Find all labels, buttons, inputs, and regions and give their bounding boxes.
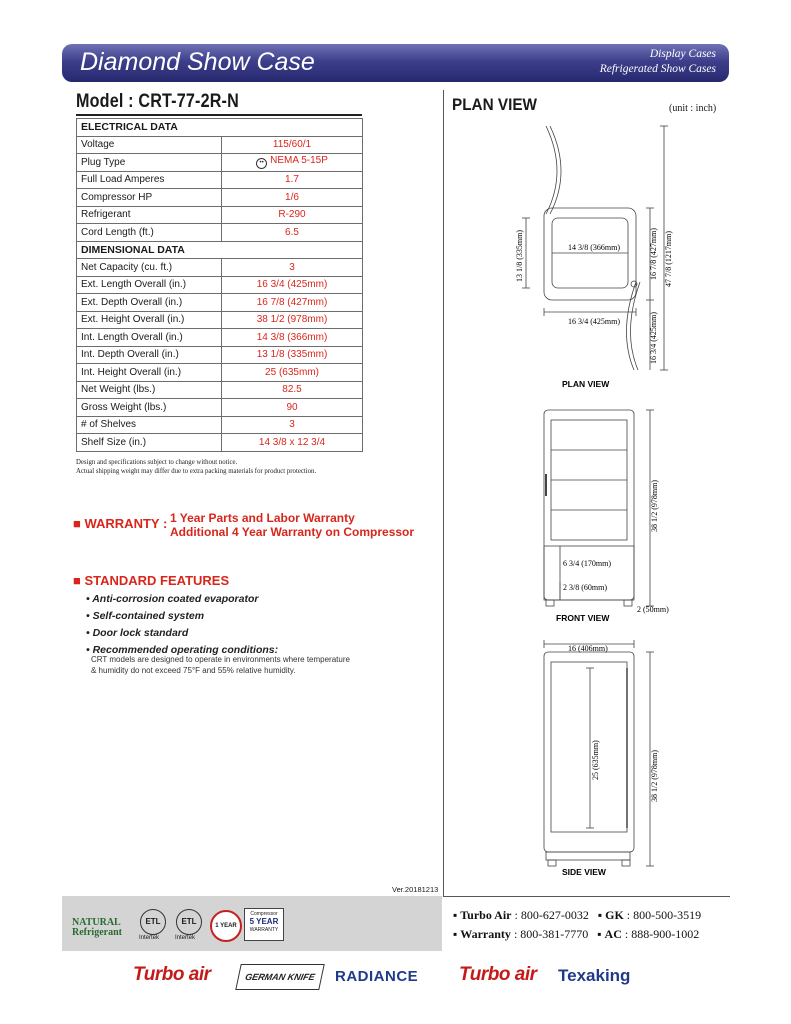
etl-sanitation-icon: ETL [176,909,202,935]
spec-value: 90 [222,399,363,417]
dim-front-base: 6 3/4 (170mm) [563,559,611,568]
contact-row: ▪ Turbo Air : 800-627-0032 ▪ GK : 800-500-3519 [453,908,702,922]
dim-side-height: 38 1/2 (978mm) [650,750,659,802]
disclaimer-line-2: Actual shipping weight may differ due to extra packing materials for product protection. [76,468,317,475]
dim-int-depth: 13 1/8 (335mm) [515,230,524,282]
dim-int-length: 14 3/8 (366mm) [568,243,620,252]
spec-label: Refrigerant [77,206,222,224]
dim-side-width: 16 (406mm) [568,644,608,653]
dim-ext-depth: 16 7/8 (427mm) [649,228,658,280]
page-title: Diamond Show Case [80,48,315,76]
table-row [77,399,363,417]
list-item: • Anti-corrosion coated evaporator [86,593,259,605]
spec-value: 13 1/8 (335mm) [222,346,363,364]
list-item: • Recommended operating conditions: [86,644,279,656]
electrical-heading: ELECTRICAL DATA [77,119,363,137]
spec-value [222,154,363,172]
spec-label: Full Load Amperes [77,171,222,189]
unit-note: (unit : inch) [669,103,717,114]
disclaimer-line-1: Design and specifications subject to change without notice. [76,459,238,466]
spec-value: 115/60/1 [222,136,363,154]
etl-icon: ETL [140,909,166,935]
spec-value: 3 [222,259,363,277]
category-line-2: Refrigerated Show Cases [599,63,716,75]
texaking-logo: Texaking [558,966,631,985]
natural-text-1: NATURAL [72,917,121,928]
spec-label: Compressor HP [77,189,222,207]
table-row [77,136,363,154]
table-row [77,189,363,207]
table-row [77,171,363,189]
spec-value: 1/6 [222,189,363,207]
plug-icon: •• [256,158,267,169]
model-underline [76,114,362,116]
german-knife-logo: GERMAN KNIFE [235,964,325,990]
spec-value: 3 [222,416,363,434]
table-row [77,224,363,242]
warranty-line-1: 1 Year Parts and Labor Warranty [170,511,355,525]
spec-value: 14 3/8 (366mm) [222,329,363,347]
side-cabinet [544,652,634,852]
dim-front-foot: 2 (50mm) [637,605,669,614]
contact-name: Warranty [460,927,511,941]
dim-total-depth: 47 7/8 (1217mm) [664,231,673,287]
dim-ext-length: 16 3/4 (425mm) [568,317,620,326]
contact-name: AC [604,927,622,941]
contact-phone: : 888-900-1002 [624,927,700,941]
dim-front-base2: 2 3/8 (60mm) [563,583,607,592]
side-view-label: SIDE VIEW [562,867,606,877]
spec-label: Gross Weight (lbs.) [77,399,222,417]
spec-disclaimer [76,458,316,476]
footer-rule [443,896,730,897]
list-item: • Self-contained system [86,610,205,622]
spec-value: 38 1/2 (978mm) [222,311,363,329]
comp-text-1: Compressor [250,911,278,917]
category-line-1: Display Cases [649,48,716,60]
spec-label: Plug Type [77,154,222,172]
spec-value: 14 3/8 x 12 3/4 [222,434,363,452]
dim-front-height: 38 1/2 (978mm) [650,480,659,532]
table-row [77,154,363,172]
contact-phone: : 800-500-3519 [626,908,702,922]
table-row [77,434,363,452]
dim-door: 16 3/4 (425mm) [649,312,658,364]
spec-label: Ext. Length Overall (in.) [77,276,222,294]
spec-value: R-290 [222,206,363,224]
contacts [453,906,701,944]
table-row [77,346,363,364]
spec-label: Voltage [77,136,222,154]
spec-value: 82.5 [222,381,363,399]
turbo-air-logo-2: Turbo air [459,964,537,985]
front-view-label: FRONT VIEW [556,613,610,623]
category-label [600,47,716,77]
table-section-row [77,241,363,259]
table-row [77,364,363,382]
natural-refrigerant-logo [72,918,122,938]
table-row [77,381,363,399]
comp-text-3: WARRANTY [249,927,279,933]
list-item: • Door lock standard [86,627,189,639]
spec-label: Ext. Height Overall (in.) [77,311,222,329]
spec-label: Cord Length (ft.) [77,224,222,242]
warranty-line-2: Additional 4 Year Warranty on Compressor [170,525,415,539]
intertek-label-1: Intertek [139,935,160,941]
dim-side-int-height: 25 (635mm) [591,740,600,780]
contact-phone: : 800-381-7770 [513,927,589,941]
table-row [77,329,363,347]
spec-label: Net Weight (lbs.) [77,381,222,399]
table-row [77,259,363,277]
comp-text-2: 5 YEAR [249,917,279,926]
contact-row: ▪ Warranty : 800-381-7770 ▪ AC : 888-900-1002 [453,927,700,941]
warranty-text [170,511,414,539]
spec-label: Int. Length Overall (in.) [77,329,222,347]
certifications-bar [62,896,442,951]
table-row [77,294,363,312]
warranty-label: ■ WARRANTY : [73,516,168,531]
spec-label: Ext. Depth Overall (in.) [77,294,222,312]
dimensional-heading: DIMENSIONAL DATA [77,241,363,259]
table-row [77,276,363,294]
model-number: Model : CRT-77-2R-N [76,91,239,112]
technical-drawings [450,112,735,882]
spec-label: # of Shelves [77,416,222,434]
door-arc-bottom [626,282,636,370]
spec-label: Int. Depth Overall (in.) [77,346,222,364]
contact-name: Turbo Air [460,908,512,922]
spec-value: 6.5 [222,224,363,242]
year-warranty-badge: 1 YEAR [210,910,242,942]
contact-phone: : 800-627-0032 [514,908,589,922]
plan-view-label: PLAN VIEW [562,379,610,389]
features-title: ■ STANDARD FEATURES [73,573,230,588]
spec-value: 25 (635mm) [222,364,363,382]
spec-label: Net Capacity (cu. ft.) [77,259,222,277]
natural-text-2: Refrigerant [72,927,122,938]
note-line-1: CRT models are designed to operate in environments where temperature [91,655,350,664]
radiance-logo: RADIANCE [335,968,419,985]
table-row [77,206,363,224]
contact-name: GK [605,908,624,922]
spec-value: 16 7/8 (427mm) [222,294,363,312]
plan-outline [544,208,636,300]
table-row [77,416,363,434]
spec-table [76,118,363,452]
intertek-label-2: Intertek [175,935,196,941]
version-label: Ver.20181213 [392,885,439,894]
note-line-2: & humidity do not exceed 75°F and 55% relative humidity. [91,665,296,675]
column-divider [443,90,444,896]
spec-label: Shelf Size (in.) [77,434,222,452]
spec-label: Int. Height Overall (in.) [77,364,222,382]
plan-view-title: PLAN VIEW [452,95,538,114]
turbo-air-logo-1: Turbo air [133,964,211,985]
table-row [77,311,363,329]
table-section-row [77,119,363,137]
spec-value: 16 3/4 (425mm) [222,276,363,294]
front-cabinet [544,410,634,600]
spec-value: 1.7 [222,171,363,189]
plug-type-value: NEMA 5-15P [270,155,328,167]
compressor-warranty-badge [244,908,284,941]
features-list [86,591,278,659]
operating-conditions-note [91,655,350,676]
